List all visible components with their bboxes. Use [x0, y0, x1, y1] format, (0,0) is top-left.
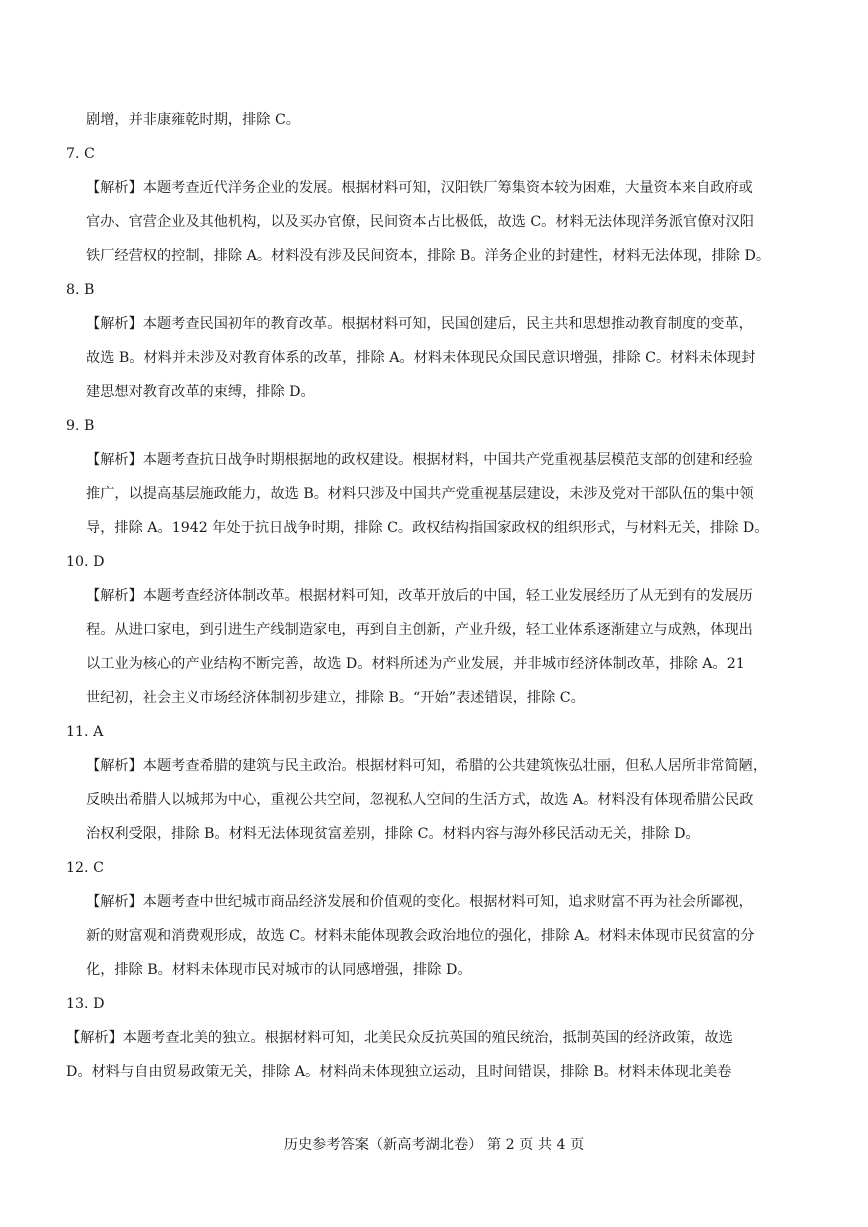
page-footer: 历史参考答案（新高考湖北卷） 第 2 页 共 4 页 [283, 1137, 585, 1153]
analysis-line: 反映出希腊人以城邦为中心，重视公共空间，忽视私人空间的生活方式，故选 A。材料没有体现希腊公民政 [86, 792, 754, 808]
analysis-line: 【解析】本题考查抗日战争时期根据地的政权建设。根据材料，中国共产党重视基层模范支部的创建和经验 [86, 452, 753, 468]
analysis-line: 世纪初，社会主义市场经济体制初步建立，排除 B。“开始”表述错误，排除 C。 [86, 690, 585, 706]
analysis-line: 导，排除 A。1942 年处于抗日战争时期，排除 C。政权结构指国家政权的组织形式，与材料无关，排除 D。 [86, 520, 769, 536]
analysis-line: 【解析】本题考查中世纪城市商品经济发展和价值观的变化。根据材料可知，追求财富不再为社会所鄙视， [86, 894, 753, 910]
question-number: 8. B [66, 282, 95, 298]
analysis-line: 推广，以提高基层施政能力，故选 B。材料只涉及中国共产党重视基层建设，未涉及党对干部队伍的集中领 [86, 486, 754, 502]
analysis-line: 故选 B。材料并未涉及对教育体系的改革，排除 A。材料未体现民众国民意识增强，排除 C。材料未体现封 [86, 350, 756, 366]
analysis-line: 【解析】本题考查经济体制改革。根据材料可知，改革开放后的中国，轻工业发展经历了从无到有的发展历 [86, 588, 753, 604]
answer-content [66, 103, 806, 1089]
analysis-line: 建思想对教育改革的束缚，排除 D。 [86, 384, 315, 400]
question-number: 12. C [66, 860, 104, 876]
analysis-line: 官办、官营企业及其他机构，以及买办官僚，民间资本占比极低，故选 C。材料无法体现洋务派官僚对汉阳 [86, 214, 754, 230]
continuation-text: 剧增，并非康雍乾时期，排除 C。 [86, 112, 300, 128]
question-number: 10. D [66, 554, 105, 570]
question-number: 9. B [66, 418, 95, 434]
analysis-line: 铁厂经营权的控制，排除 A。材料没有涉及民间资本，排除 B。洋务企业的封建性，材料无法体现，排除 D。 [86, 248, 771, 264]
analysis-line: 【解析】本题考查希腊的建筑与民主政治。根据材料可知，希腊的公共建筑恢弘壮丽，但私人居所非常简陋， [86, 758, 768, 774]
analysis-line: 治权利受限，排除 B。材料无法体现贫富差别，排除 C。材料内容与海外移民活动无关，排除 D。 [86, 826, 700, 842]
analysis-line: 新的财富观和消费观形成，故选 C。材料未能体现教会政治地位的强化，排除 A。材料未体现市民贫富的分 [86, 928, 755, 944]
analysis-line: 【解析】本题考查北美的独立。根据材料可知，北美民众反抗英国的殖民统治，抵制英国的经济政策，故选 [66, 1030, 733, 1046]
analysis-line: 以工业为核心的产业结构不断完善，故选 D。材料所述为产业发展，并非城市经济体制改革，排除 A。21 [86, 656, 745, 672]
question-number: 11. A [66, 724, 104, 740]
analysis-line: 【解析】本题考查近代洋务企业的发展。根据材料可知，汉阳铁厂筹集资本较为困难，大量资本来自政府或 [86, 180, 753, 196]
analysis-line: 程。从进口家电，到引进生产线制造家电，再到自主创新，产业升级，轻工业体系逐渐建立与成熟，体现出 [86, 622, 753, 638]
question-number: 13. D [66, 996, 105, 1012]
analysis-line: D。材料与自由贸易政策无关，排除 A。材料尚未体现独立运动，且时间错误，排除 B。材料未体现北美卷 [66, 1064, 732, 1080]
analysis-line: 化，排除 B。材料未体现市民对城市的认同感增强，排除 D。 [86, 962, 472, 978]
analysis-line: 【解析】本题考查民国初年的教育改革。根据材料可知，民国创建后，民主共和思想推动教育制度的变革， [86, 316, 753, 332]
question-number: 7. C [66, 146, 95, 162]
